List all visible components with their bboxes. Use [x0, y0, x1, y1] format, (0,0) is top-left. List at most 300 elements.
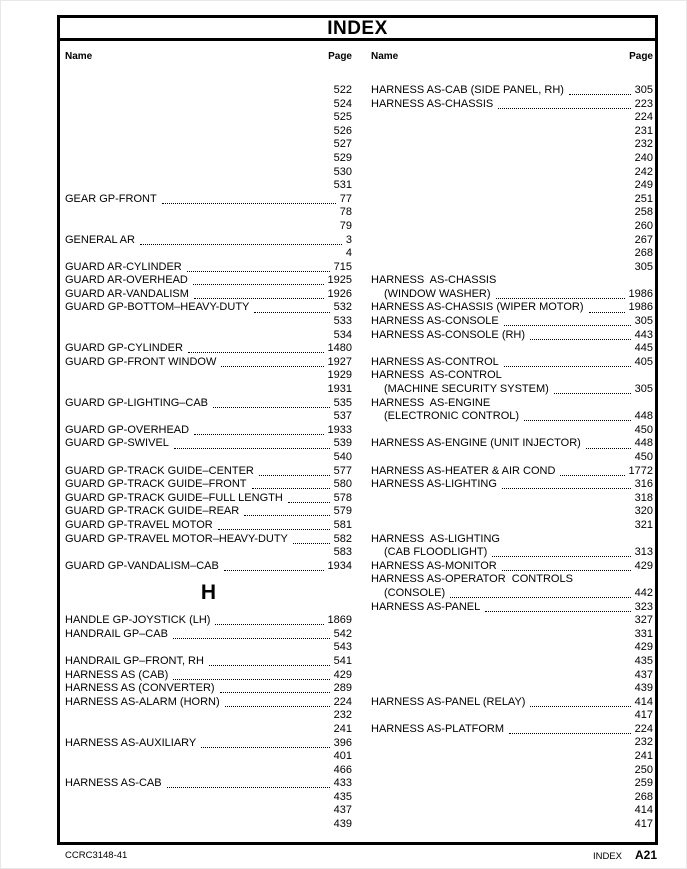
entry-page-number: 529	[333, 151, 352, 164]
footer	[0, 849, 687, 863]
index-row	[371, 587, 653, 601]
entry-name: GENERAL AR	[65, 233, 135, 246]
entry-page-number: 715	[333, 260, 352, 273]
column-header	[65, 50, 352, 64]
entry-name: GUARD GP-TRAVEL MOTOR	[65, 518, 213, 531]
index-row	[65, 437, 352, 451]
entry-page-number: 268	[634, 247, 653, 260]
index-row	[371, 410, 653, 424]
index-row	[371, 206, 653, 220]
index-row	[65, 342, 352, 356]
section-header: H	[200, 581, 217, 605]
index-row	[371, 655, 653, 669]
index-row	[65, 628, 352, 642]
index-row	[371, 804, 653, 818]
index-column-left	[65, 50, 352, 832]
entry-page-number: 540	[333, 451, 352, 464]
entry-page-number: 537	[333, 410, 352, 423]
entry-page-number: 442	[634, 586, 653, 599]
dot-leader	[569, 94, 631, 95]
entry-page-number: 289	[333, 682, 352, 695]
index-row	[65, 301, 352, 315]
dot-leader	[173, 638, 330, 639]
index-row	[65, 98, 352, 112]
entry-page-number: 414	[634, 695, 653, 708]
entry-page-number: 223	[634, 97, 653, 110]
entry-page-number: 249	[634, 179, 653, 192]
entry-page-number: 77	[339, 192, 352, 205]
dot-leader	[173, 679, 329, 680]
index-row	[371, 437, 653, 451]
entry-name: HARNESS AS-AUXILIARY	[65, 736, 197, 749]
entry-page-number: 541	[333, 654, 352, 667]
dot-leader	[254, 312, 329, 313]
dot-leader	[485, 611, 630, 612]
entry-page-number: 78	[339, 206, 352, 219]
dot-leader	[450, 597, 631, 598]
index-row	[371, 288, 653, 302]
entry-page-number: 305	[634, 83, 653, 96]
index-row	[371, 424, 653, 438]
dot-leader	[524, 420, 631, 421]
index-row	[65, 682, 352, 696]
entry-page-number: 405	[634, 355, 653, 368]
entry-page-number: 417	[634, 709, 653, 722]
entry-page-number: 1480	[327, 342, 352, 355]
entry-name: HARNESS AS-LIGHTING	[371, 478, 497, 491]
index-row	[65, 505, 352, 519]
entry-name: HARNESS AS (CAB)	[65, 668, 169, 681]
index-row	[65, 791, 352, 805]
index-row	[65, 84, 352, 98]
index-row	[371, 111, 653, 125]
entry-page-number: 3	[345, 233, 352, 246]
page-frame	[57, 15, 658, 845]
index-row	[65, 111, 352, 125]
index-row	[371, 818, 653, 832]
dot-leader	[502, 570, 631, 571]
index-row	[371, 560, 653, 574]
index-row	[65, 696, 352, 710]
entry-name: GUARD GP-LIGHTING–CAB	[65, 396, 209, 409]
index-row	[371, 220, 653, 234]
entry-name: HARNESS AS-HEATER & AIR COND	[371, 464, 556, 477]
dot-leader	[530, 706, 630, 707]
entry-name: HANDRAIL GP–FRONT, RH	[65, 654, 204, 667]
index-row	[371, 669, 653, 683]
index-row	[371, 125, 653, 139]
entry-name: HARNESS AS (CONVERTER)	[65, 682, 215, 695]
index-row	[65, 261, 352, 275]
entry-page-number: 232	[634, 736, 653, 749]
dot-leader	[194, 298, 324, 299]
index-row	[65, 247, 352, 261]
index-row	[65, 152, 352, 166]
index-row	[65, 614, 352, 628]
index-row	[371, 628, 653, 642]
dot-leader	[162, 203, 336, 204]
footer-section-label: INDEX	[592, 851, 622, 862]
index-row	[371, 166, 653, 180]
dot-leader	[586, 448, 631, 449]
index-row	[65, 818, 352, 832]
dot-leader	[224, 570, 324, 571]
index-row	[65, 737, 352, 751]
entry-name: HARNESS AS-OPERATOR CONTROLS	[371, 573, 573, 586]
entry-page-number: 305	[634, 260, 653, 273]
index-row	[371, 546, 653, 560]
entry-name: GUARD GP-TRACK GUIDE–FRONT	[65, 478, 247, 491]
entry-page-number: 224	[634, 722, 653, 735]
entry-page-number: 582	[333, 532, 352, 545]
entry-page-number: 439	[333, 818, 352, 831]
index-row	[65, 410, 352, 424]
dot-leader	[496, 298, 625, 299]
entry-page-number: 429	[634, 559, 653, 572]
index-row	[371, 709, 653, 723]
index-row	[65, 220, 352, 234]
entry-page-number: 435	[333, 790, 352, 803]
index-row	[65, 274, 352, 288]
index-row	[371, 451, 653, 465]
index-column-right	[371, 50, 653, 832]
index-row	[65, 492, 352, 506]
entry-name: HARNESS AS-CHASSIS	[371, 274, 497, 287]
entry-page-number: 532	[333, 301, 352, 314]
entry-name: HARNESS AS-ENGINE (UNIT INJECTOR)	[371, 437, 581, 450]
entry-name: HARNESS AS-CAB	[65, 777, 162, 790]
entry-name: (MACHINE SECURITY SYSTEM)	[384, 383, 549, 396]
dot-leader	[218, 529, 330, 530]
index-row	[65, 655, 352, 669]
entry-page-number: 539	[333, 437, 352, 450]
entry-page-number: 224	[634, 111, 653, 124]
index-row	[65, 546, 352, 560]
dot-leader	[504, 325, 631, 326]
index-row	[371, 573, 653, 587]
dot-leader	[509, 733, 631, 734]
index-row	[65, 478, 352, 492]
entry-page-number: 450	[634, 451, 653, 464]
index-row	[371, 614, 653, 628]
entry-name: GUARD GP-TRACK GUIDE–CENTER	[65, 464, 254, 477]
entry-name: HARNESS AS-PANEL	[371, 600, 481, 613]
index-row	[371, 234, 653, 248]
index-row	[65, 125, 352, 139]
entry-page-number: 250	[634, 763, 653, 776]
dot-leader	[213, 407, 330, 408]
page-column-header: Page	[629, 51, 653, 62]
entry-page-number: 581	[333, 518, 352, 531]
entry-page-number: 577	[333, 464, 352, 477]
entry-page-number: 260	[634, 219, 653, 232]
dot-leader	[498, 108, 630, 109]
entry-page-number: 232	[634, 138, 653, 151]
entry-page-number: 320	[634, 505, 653, 518]
entry-name: HANDLE GP-JOYSTICK (LH)	[65, 614, 211, 627]
index-row	[371, 723, 653, 737]
index-row	[371, 601, 653, 615]
entry-page-number: 435	[634, 654, 653, 667]
dot-leader	[225, 706, 330, 707]
index-row	[371, 505, 653, 519]
entry-page-number: 1931	[327, 383, 352, 396]
entry-page-number: 313	[634, 546, 653, 559]
index-row	[65, 669, 352, 683]
index-row	[65, 804, 352, 818]
entry-page-number: 433	[333, 777, 352, 790]
entry-page-number: 401	[333, 750, 352, 763]
index-row	[65, 383, 352, 397]
entry-page-number: 327	[634, 614, 653, 627]
index-row	[65, 179, 352, 193]
index-row	[65, 315, 352, 329]
entry-name: HARNESS AS-CONTROL	[371, 355, 499, 368]
index-row	[371, 465, 653, 479]
dot-leader	[259, 475, 330, 476]
dot-leader	[188, 352, 324, 353]
index-row	[65, 369, 352, 383]
footer-page-number: A21	[634, 848, 657, 862]
entry-name: HARNESS AS-MONITOR	[371, 559, 497, 572]
dot-leader	[293, 543, 330, 544]
entry-name: GUARD GP-BOTTOM–HEAVY-DUTY	[65, 301, 250, 314]
dot-leader	[187, 271, 330, 272]
dot-leader	[221, 366, 323, 367]
document-code: CCRC3148-41	[65, 850, 128, 861]
entry-name: GUARD GP-OVERHEAD	[65, 423, 190, 436]
entry-name: HANDRAIL GP–CAB	[65, 627, 168, 640]
index-row	[371, 750, 653, 764]
entry-page-number: 543	[333, 641, 352, 654]
entry-page-number: 524	[333, 97, 352, 110]
entry-page-number: 448	[634, 437, 653, 450]
index-row	[371, 84, 653, 98]
footer-right	[593, 849, 657, 863]
entry-page-number: 241	[634, 750, 653, 763]
dot-leader	[220, 692, 330, 693]
index-row	[371, 682, 653, 696]
entry-page-number: 526	[333, 124, 352, 137]
index-row	[65, 519, 352, 533]
index-row	[65, 641, 352, 655]
entry-page-number: 259	[634, 777, 653, 790]
entry-page-number: 1934	[327, 559, 352, 572]
entry-page-number: 1925	[327, 274, 352, 287]
entry-name: GEAR GP-FRONT	[65, 192, 157, 205]
entry-page-number: 525	[333, 111, 352, 124]
index-row	[371, 247, 653, 261]
index-row	[65, 234, 352, 248]
entry-name: HARNESS AS-CAB (SIDE PANEL, RH)	[371, 83, 564, 96]
entry-name: HARNESS AS-CONTROL	[371, 369, 502, 382]
index-row	[65, 750, 352, 764]
entry-page-number: 1772	[628, 464, 653, 477]
entry-page-number: 414	[634, 804, 653, 817]
entry-page-number: 437	[634, 668, 653, 681]
dot-leader	[167, 787, 330, 788]
entry-name: HARNESS AS-ALARM (HORN)	[65, 695, 220, 708]
dot-leader	[209, 665, 330, 666]
index-row	[371, 383, 653, 397]
index-row	[65, 193, 352, 207]
entry-page-number: 535	[333, 396, 352, 409]
entry-page-number: 251	[634, 192, 653, 205]
dot-leader	[215, 624, 323, 625]
entry-page-number: 79	[339, 219, 352, 232]
entry-name: HARNESS AS-PANEL (RELAY)	[371, 695, 526, 708]
index-row	[65, 206, 352, 220]
dot-leader	[201, 747, 329, 748]
index-row	[371, 152, 653, 166]
dot-leader	[252, 488, 330, 489]
index-row	[371, 179, 653, 193]
index-row	[371, 342, 653, 356]
index-row	[371, 764, 653, 778]
index-row	[371, 301, 653, 315]
column-header	[371, 50, 653, 64]
entry-page-number: 448	[634, 410, 653, 423]
index-row	[371, 274, 653, 288]
index-row	[65, 764, 352, 778]
index-row	[371, 315, 653, 329]
index-row	[371, 777, 653, 791]
index-row	[65, 465, 352, 479]
entry-page-number: 323	[634, 600, 653, 613]
entry-page-number: 531	[333, 179, 352, 192]
entry-name: HARNESS AS-CHASSIS (WIPER MOTOR)	[371, 301, 584, 314]
entry-name: GUARD GP-TRACK GUIDE–REAR	[65, 505, 240, 518]
entry-page-number: 268	[634, 790, 653, 803]
index-row	[65, 166, 352, 180]
dot-leader	[244, 515, 329, 516]
dot-leader	[589, 312, 625, 313]
index-row	[65, 329, 352, 343]
entry-page-number: 1986	[628, 301, 653, 314]
index-row	[65, 709, 352, 723]
entry-name: GUARD AR-VANDALISM	[65, 287, 189, 300]
index-row	[371, 519, 653, 533]
entry-name: GUARD GP-TRAVEL MOTOR–HEAVY-DUTY	[65, 532, 288, 545]
entry-page-number: 530	[333, 165, 352, 178]
name-column-header: Name	[65, 51, 93, 62]
index-row	[65, 356, 352, 370]
entry-page-number: 437	[333, 804, 352, 817]
entry-page-number: 318	[634, 491, 653, 504]
entry-page-number: 305	[634, 383, 653, 396]
dot-leader	[560, 475, 624, 476]
entry-page-number: 580	[333, 478, 352, 491]
index-row	[371, 369, 653, 383]
entry-page-number: 578	[333, 491, 352, 504]
index-row	[371, 98, 653, 112]
entry-page-number: 1869	[327, 614, 352, 627]
index-row	[371, 397, 653, 411]
name-column-header: Name	[371, 51, 399, 62]
entry-name: GUARD GP-FRONT WINDOW	[65, 355, 217, 368]
entry-page-number: 331	[634, 627, 653, 640]
entry-page-number: 417	[634, 818, 653, 831]
index-row	[371, 356, 653, 370]
entry-page-number: 1927	[327, 355, 352, 368]
dot-leader	[140, 244, 342, 245]
entry-page-number: 579	[333, 505, 352, 518]
entry-name: GUARD GP-SWIVEL	[65, 437, 169, 450]
index-row	[371, 492, 653, 506]
entry-page-number: 242	[634, 165, 653, 178]
entry-name: HARNESS AS-CHASSIS	[371, 97, 494, 110]
dot-leader	[193, 284, 324, 285]
index-row	[371, 193, 653, 207]
index-row	[371, 478, 653, 492]
entry-name: (CONSOLE)	[384, 586, 446, 599]
entry-name: (WINDOW WASHER)	[384, 287, 491, 300]
entry-name: GUARD GP-CYLINDER	[65, 342, 183, 355]
page-title: INDEX	[327, 17, 388, 39]
index-row	[371, 533, 653, 547]
entry-page-number: 232	[333, 709, 352, 722]
entry-page-number: 542	[333, 627, 352, 640]
entry-name: GUARD GP-TRACK GUIDE–FULL LENGTH	[65, 491, 283, 504]
index-row	[65, 288, 352, 302]
entry-page-number: 258	[634, 206, 653, 219]
index-row	[65, 560, 352, 574]
entry-page-number: 316	[634, 478, 653, 491]
entry-page-number: 466	[333, 763, 352, 776]
index-row	[65, 451, 352, 465]
entry-page-number: 522	[333, 83, 352, 96]
entry-name: HARNESS AS-CONSOLE (RH)	[371, 328, 526, 341]
entry-page-number: 533	[333, 315, 352, 328]
entry-page-number: 443	[634, 328, 653, 341]
entry-name: HARNESS AS-CONSOLE	[371, 315, 499, 328]
entry-name: GUARD AR-CYLINDER	[65, 260, 182, 273]
entry-page-number: 429	[333, 668, 352, 681]
dot-leader	[530, 339, 631, 340]
index-row	[371, 696, 653, 710]
entry-name: (CAB FLOODLIGHT)	[384, 546, 488, 559]
entry-page-number: 267	[634, 233, 653, 246]
entry-page-number: 450	[634, 423, 653, 436]
dot-leader	[174, 448, 330, 449]
index-row	[65, 397, 352, 411]
index-row	[65, 138, 352, 152]
title-bar	[60, 18, 655, 41]
index-row	[65, 533, 352, 547]
index-row	[371, 138, 653, 152]
index-row	[371, 736, 653, 750]
entry-page-number: 305	[634, 315, 653, 328]
entry-page-number: 445	[634, 342, 653, 355]
entry-page-number: 396	[333, 736, 352, 749]
entry-page-number: 1929	[327, 369, 352, 382]
entry-page-number: 534	[333, 328, 352, 341]
entry-page-number: 1933	[327, 423, 352, 436]
index-row	[65, 723, 352, 737]
dot-leader	[504, 366, 631, 367]
dot-leader	[502, 488, 631, 489]
index-row	[371, 791, 653, 805]
index-row	[371, 261, 653, 275]
entry-page-number: 583	[333, 546, 352, 559]
index-row	[371, 329, 653, 343]
index-row	[65, 777, 352, 791]
entry-page-number: 241	[333, 722, 352, 735]
dot-leader	[492, 556, 630, 557]
entry-page-number: 1986	[628, 287, 653, 300]
entry-name: GUARD AR-OVERHEAD	[65, 274, 188, 287]
entry-page-number: 4	[345, 247, 352, 260]
